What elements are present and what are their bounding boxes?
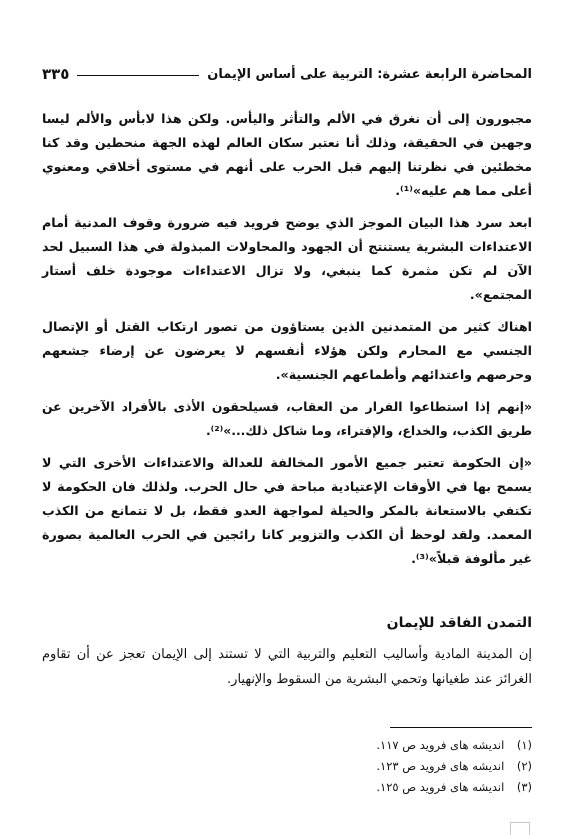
paragraph-3: اهناك كثير من المتمدنين الذين يستاؤون من تصور ارتكاب القتل أو الإتصال الجنسي مع المحارم ولكن هؤلاء أنفسهم لا يعرضون عن إرضاء جشعهم وحرصهم واعتدائهم وأطماعهم الجنسية».: [42, 319, 532, 382]
section-heading: التمدن الفاقد للإيمان: [386, 615, 532, 631]
footnote-1: [42, 735, 532, 756]
running-title: المحاضرة الرابعة عشرة: التربية على أساس الإيمان: [207, 66, 532, 82]
section-paragraph: إن المدينة المادية وأساليب التعليم والتربية التي لا تستند إلى الإيمان تعجز عن أن تقاوم الغرائز عند طغيانها وتحمي البشرية من السقوط والإنهيار.: [42, 647, 532, 687]
paragraph-1: مجبورون إلى أن نغرق في الألم والتأثر واليأس. ولكن هذا لابأس والألم ليسا وجهين في الحقيقة، وذلك أنا نعتبر سكان العالم لهذه الجهة منحطين وقد كنا مخطئين في نظرتنا إليهم قبل الحرب على أنهم في مستوى أخلاقي ومعنوي أعلى مما هم عليه»⁽¹⁾.: [42, 111, 532, 198]
footnote-number: (٣): [516, 780, 532, 794]
paragraph-2: ابعد سرد هذا البيان الموجز الذي يوضح فرويد فيه ضرورة وقوف المدنية أمام الاعتداءات البشرية يستنتج أن الجهود والمحاولات المبذولة في هذا السبيل لحد الآن لم تكن مثمرة كما ينبغي، ولا تزال الاعتداءات موجودة خلف أستار المجتمع».: [42, 215, 532, 302]
scan-edge-mark: [510, 822, 530, 835]
footnote-2: [42, 756, 532, 777]
page-number: ٣٣٥: [42, 65, 70, 83]
footnote-text: انديشه هاى فرويد ص ١١٧.: [376, 738, 505, 752]
paragraph-5: «إن الحكومة تعتبر جميع الأمور المخالفة للعدالة والاعتداءات الأخرى التي لا يسمح بها في الأوقات الإعتيادية مباحة في حال الحرب. ولذلك فان الحكومة لا تكتفي بالاستعانة بالمكر والحيلة لمواجهة العدو فقط، بل لا تتمانع من الكذب المعمد. ولقد لوحظ أن الكذب والتزوير كانا رائجين في الحرب العالمية بصورة غير مألوفة قبلاً»⁽³⁾.: [42, 455, 532, 566]
footnote-number: (١): [516, 738, 532, 752]
footnote-3: [42, 777, 532, 798]
page-header: [42, 62, 532, 86]
main-text: [42, 107, 532, 579]
footnote-text: انديشه هاى فرويد ص ١٢٥.: [376, 780, 505, 794]
footnotes: [42, 735, 532, 798]
paragraph-4: «إنهم إذا استطاعوا الفرار من العقاب، فسيلحقون الأذى بالأفراد الآخرين عن طريق الكذب، والخداع، والإفتراء، وما شاكل ذلك...»⁽²⁾.: [42, 399, 532, 438]
header-rule: [77, 75, 199, 76]
footnote-number: (٢): [516, 759, 532, 773]
footnote-divider: [390, 727, 532, 728]
footnote-text: انديشه هاى فرويد ص ١٢٣.: [376, 759, 505, 773]
